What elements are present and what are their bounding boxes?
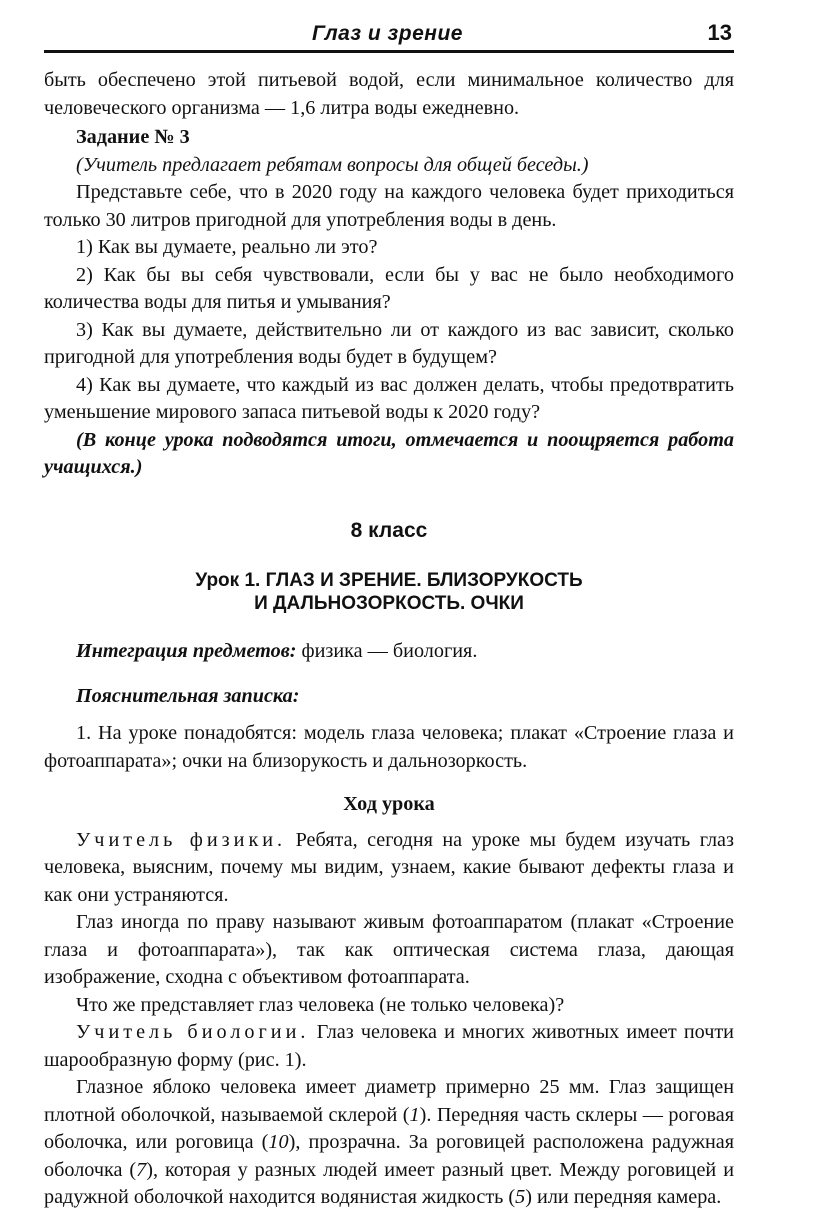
- explanatory-note-item: 1. На уроке понадобятся: модель глаза человека; плакат «Строение глаза и фотоаппарата»; очки на близорукость и дальнозоркость.: [44, 722, 734, 772]
- integration-label: Интеграция предметов:: [76, 640, 297, 662]
- ref-number-7: 7: [136, 1158, 147, 1181]
- paragraph-continued: быть обеспечено этой питьевой водой, если минимальное количество для человеческого организма — 1,6 литра воды ежедневно.: [44, 69, 734, 119]
- physics-teacher-speech: Ребята, сегодня на уроке мы будем изучать глаз человека, выясним, почему мы видим, узнаем, какие бывают дефекты глаза и как они устраняются.: [44, 828, 734, 906]
- biology-teacher-paragraph: [44, 1019, 734, 1074]
- lesson-title-line-1: Урок 1. ГЛАЗ И ЗРЕНИЕ. БЛИЗОРУКОСТЬ: [195, 570, 583, 591]
- eyeball-text-4: ), которая у разных людей имеет разный цвет. Между роговицей и радужной оболочкой находится водянистая жидкость (: [44, 1158, 734, 1208]
- grade-heading: 8 класс: [350, 518, 428, 542]
- integration-value: физика — биология.: [296, 640, 478, 662]
- task-instruction: (Учитель предлагает ребятам вопросы для общей беседы.): [76, 153, 589, 176]
- question-4: 4) Как вы думаете, что каждый из вас должен делать, чтобы предотвратить уменьшение мирового запаса питьевой воды к 2020 году?: [44, 373, 734, 423]
- eyeball-text-3: ), прозрачна. За роговицей расположена радужная оболочка (: [44, 1131, 735, 1181]
- question-2: 2) Как бы вы себя чувствовали, если бы у вас не было необходимого количества воды для питья и умывания?: [44, 263, 734, 313]
- page-number: 13: [707, 20, 732, 45]
- page-body: [44, 67, 734, 1212]
- biology-teacher-label: Учитель биологии.: [76, 1021, 310, 1043]
- question-paragraph: Что же представляет глаз человека (не только человека)?: [76, 993, 565, 1016]
- ref-number-5: 5: [515, 1186, 526, 1208]
- lesson-title: [44, 569, 734, 615]
- question-1: 1) Как вы думаете, реально ли это?: [76, 236, 378, 258]
- closing-note: (В конце урока подводятся итоги, отмечается и поощряется работа учащихся.): [44, 428, 734, 478]
- eyeball-text-1: Глазное яблоко человека имеет диаметр примерно 25 мм. Глаз защищен плотной оболочкой, называемой склерой (: [44, 1076, 734, 1126]
- eyeball-text-5: ) или передняя камера.: [525, 1186, 722, 1208]
- lesson-course-heading: Ход урока: [343, 793, 435, 815]
- lesson-title-line-2: И ДАЛЬНОЗОРКОСТЬ. ОЧКИ: [254, 593, 524, 614]
- camera-paragraph: Глаз иногда по праву называют живым фотоаппаратом (плакат «Строение глаза и фотоаппарата»), так как оптическая система глаза, дающая изображение, сходна с объективом фотоаппарата.: [44, 911, 734, 988]
- integration-line: [44, 638, 734, 666]
- task-heading: Задание № 3: [76, 126, 190, 148]
- ref-number-10: 10: [268, 1131, 289, 1153]
- explanatory-note-label: Пояснительная записка:: [76, 684, 300, 707]
- running-title: Глаз и зрение: [312, 22, 463, 45]
- eyeball-paragraph: [44, 1074, 734, 1212]
- paragraph-scenario: Представьте себе, что в 2020 году на каждого человека будет приходиться только 30 литров пригодной для употребления воды в день.: [44, 181, 734, 231]
- biology-teacher-speech: Глаз человека и многих животных имеет почти шарообразную форму (рис. 1).: [44, 1021, 734, 1071]
- physics-teacher-paragraph: [44, 827, 734, 910]
- physics-teacher-label: Учитель физики.: [76, 828, 287, 851]
- ref-number-1: 1: [409, 1103, 420, 1126]
- running-header: [44, 22, 734, 53]
- eyeball-text-2: ). Передняя часть склеры — роговая оболочка, или роговица (: [44, 1103, 734, 1153]
- book-page: [44, 22, 734, 1212]
- question-3: 3) Как вы думаете, действительно ли от каждого из вас зависит, сколько пригодной для употребления воды будет в будущем?: [44, 318, 734, 368]
